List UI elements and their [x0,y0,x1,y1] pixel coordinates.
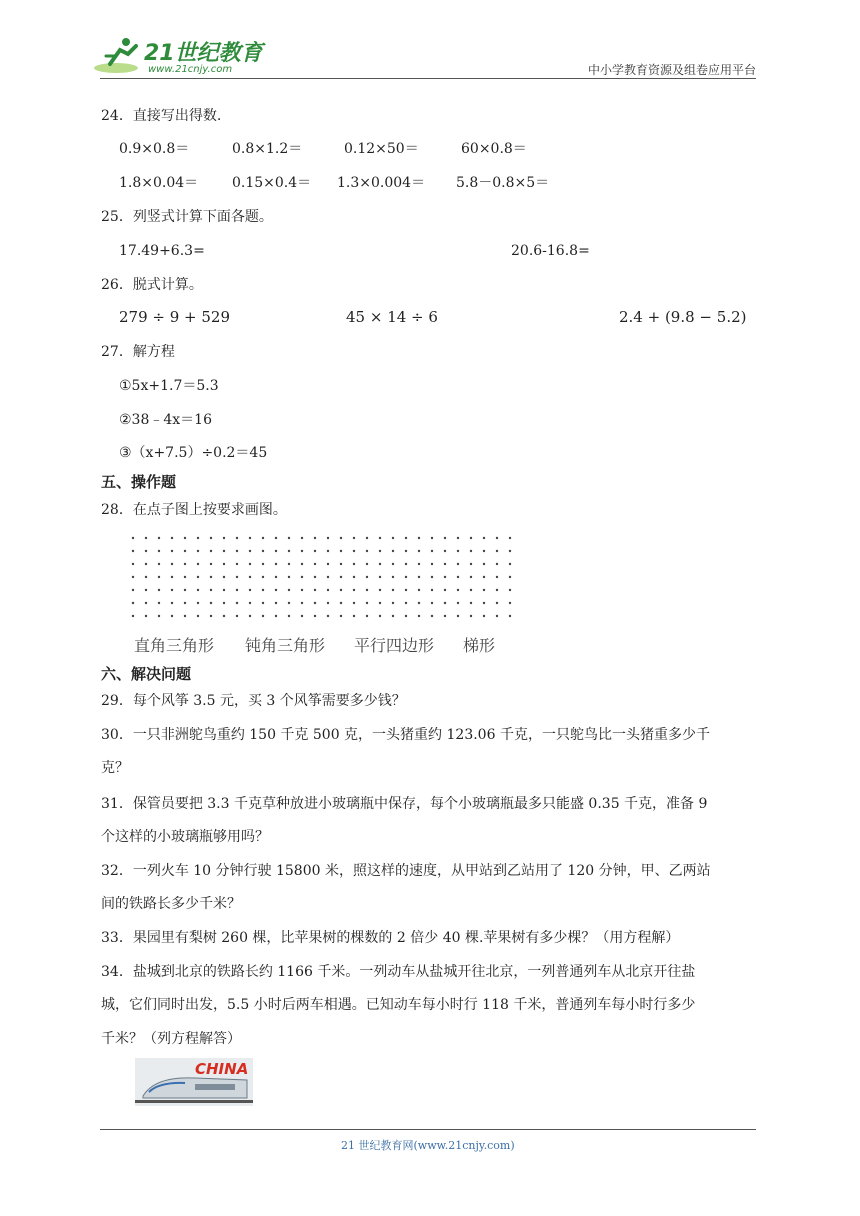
grid-dot [457,576,459,578]
grid-dot [496,563,498,565]
q25-title: 25．列竖式计算下面各题。 [101,209,273,225]
grid-dot [366,589,368,591]
grid-dot [249,589,251,591]
grid-dot [197,576,199,578]
grid-dot [353,589,355,591]
grid-dot [496,576,498,578]
grid-dot [132,602,134,604]
q24-item: 1.3×0.004＝ [337,175,426,191]
grid-dot [431,602,433,604]
grid-dot [405,576,407,578]
grid-dot [327,537,329,539]
q30-text: 30．一只非洲鸵鸟重约 150 千克 500 克，一头猪重约 123.06 千克，一只鸵鸟比一头猪重多少千 [101,727,710,743]
grid-dot [418,615,420,617]
grid-dot [158,576,160,578]
grid-dot [418,576,420,578]
q24-item: 0.9×0.8＝ [119,141,190,157]
grid-dot [249,615,251,617]
grid-dot [353,576,355,578]
grid-dot [470,602,472,604]
grid-dot [483,589,485,591]
grid-dot [392,589,394,591]
grid-dot [210,563,212,565]
grid-dot [145,615,147,617]
grid-dot [184,550,186,552]
grid-dot [470,537,472,539]
grid-dot [444,602,446,604]
grid-dot [496,589,498,591]
dot-grid [128,532,528,622]
grid-dot [288,615,290,617]
grid-dot [496,537,498,539]
grid-dot [340,602,342,604]
grid-dot [132,563,134,565]
grid-dot [249,563,251,565]
grid-dot [184,563,186,565]
grid-dot [457,537,459,539]
grid-dot [223,589,225,591]
grid-dot [431,550,433,552]
grid-dot [366,602,368,604]
grid-dot [171,602,173,604]
grid-dot [210,537,212,539]
grid-dot [314,602,316,604]
grid-dot [314,550,316,552]
grid-dot [327,550,329,552]
grid-dot [223,537,225,539]
q34-text: 千米？（列方程解答） [101,1031,241,1047]
grid-dot [249,602,251,604]
grid-dot [275,563,277,565]
q27-title: 27．解方程 [101,344,175,360]
grid-dot [236,563,238,565]
grid-dot [405,589,407,591]
grid-dot [431,589,433,591]
q26-item: 2.4 + (9.8 − 5.2) [619,308,747,326]
grid-dot [496,615,498,617]
grid-dot [340,589,342,591]
grid-dot [431,576,433,578]
q26-item: 45 × 14 ÷ 6 [346,308,438,326]
grid-dot [457,615,459,617]
q24-item: 0.12×50＝ [344,141,419,157]
grid-dot [210,615,212,617]
grid-dot [158,550,160,552]
grid-dot [353,550,355,552]
grid-dot [236,550,238,552]
grid-dot [470,563,472,565]
grid-dot [392,615,394,617]
q26-item: 279 ÷ 9 + 529 [119,308,231,326]
grid-dot [444,537,446,539]
grid-dot [314,589,316,591]
grid-dot [483,602,485,604]
shape-label: 梯形 [463,636,496,655]
grid-dot [236,537,238,539]
grid-dot [470,589,472,591]
grid-dot [275,550,277,552]
footer-rule [100,1129,756,1130]
grid-dot [496,602,498,604]
grid-dot [223,550,225,552]
grid-dot [171,550,173,552]
grid-dot [444,550,446,552]
grid-dot [236,576,238,578]
q24-item: 5.8－0.8×5＝ [456,175,550,191]
grid-dot [262,537,264,539]
q32-text: 间的铁路长多少千米？ [101,896,241,912]
grid-dot [418,537,420,539]
grid-dot [171,576,173,578]
grid-dot [392,563,394,565]
grid-dot [301,563,303,565]
grid-dot [158,563,160,565]
grid-dot [379,576,381,578]
grid-dot [223,615,225,617]
grid-dot [262,602,264,604]
grid-dot [340,550,342,552]
q24-item: 0.15×0.4＝ [232,175,312,191]
grid-dot [223,602,225,604]
grid-dot [392,550,394,552]
q24-item: 0.8×1.2＝ [232,141,303,157]
grid-dot [197,537,199,539]
grid-dot [457,550,459,552]
section-heading: 五、操作题 [101,473,177,491]
grid-dot [210,576,212,578]
grid-dot [509,602,511,604]
grid-dot [288,602,290,604]
header-right-text: 中小学教育资源及组卷应用平台 [587,63,756,77]
q32-text: 32．一列火车 10 分钟行驶 15800 米，照这样的速度，从甲站到乙站用了 120 分钟，甲、乙两站 [101,863,711,879]
grid-dot [340,615,342,617]
grid-dot [197,589,199,591]
grid-dot [184,602,186,604]
grid-dot [275,537,277,539]
footer-text: 21 世纪教育网(www.21cnjy.com) [341,1139,515,1152]
q30-text: 克？ [101,760,129,776]
q25-item: 17.49+6.3= [119,243,205,259]
grid-dot [171,563,173,565]
grid-dot [314,615,316,617]
grid-dot [210,550,212,552]
grid-dot [431,537,433,539]
grid-dot [158,615,160,617]
grid-dot [275,576,277,578]
grid-dot [158,537,160,539]
grid-dot [431,615,433,617]
grid-dot [249,537,251,539]
grid-dot [483,615,485,617]
grid-dot [301,602,303,604]
grid-dot [171,615,173,617]
grid-dot [132,537,134,539]
grid-dot [379,589,381,591]
grid-dot [366,563,368,565]
section-heading: 六、解决问题 [101,665,192,683]
grid-dot [171,537,173,539]
grid-dot [210,589,212,591]
grid-dot [392,602,394,604]
grid-dot [327,563,329,565]
grid-dot [470,576,472,578]
logo-text: 21世纪教育 [144,41,263,66]
q29-text: 29．每个风筝 3.5 元，买 3 个风筝需要多少钱？ [101,693,406,709]
grid-dot [184,576,186,578]
grid-dot [314,576,316,578]
grid-dot [301,589,303,591]
grid-dot [288,550,290,552]
grid-dot [340,576,342,578]
grid-dot [444,615,446,617]
q24-item: 60×0.8＝ [461,141,527,157]
grid-dot [431,563,433,565]
grid-dot [210,602,212,604]
grid-dot [405,550,407,552]
q24-title: 24．直接写出得数. [101,108,222,124]
grid-dot [197,550,199,552]
grid-dot [288,589,290,591]
grid-dot [379,550,381,552]
grid-dot [418,589,420,591]
grid-dot [184,615,186,617]
grid-dot [327,602,329,604]
grid-dot [509,537,511,539]
grid-dot [483,550,485,552]
grid-dot [249,550,251,552]
q25-item: 20.6-16.8= [511,243,590,259]
grid-dot [405,563,407,565]
grid-dot [197,615,199,617]
shape-label: 直角三角形 [134,636,215,655]
grid-dot [418,602,420,604]
grid-dot [301,576,303,578]
grid-dot [223,563,225,565]
grid-dot [366,550,368,552]
grid-dot [483,537,485,539]
q27-item: ②38﹣4x＝16 [119,412,212,428]
grid-dot [132,576,134,578]
grid-dot [327,589,329,591]
grid-dot [197,602,199,604]
grid-dot [496,550,498,552]
grid-dot [509,563,511,565]
grid-dot [197,563,199,565]
grid-dot [418,550,420,552]
grid-dot [236,615,238,617]
grid-dot [366,615,368,617]
grid-dot [314,563,316,565]
shape-label: 钝角三角形 [245,636,326,655]
grid-dot [470,550,472,552]
grid-dot [379,537,381,539]
grid-dot [145,576,147,578]
grid-dot [379,615,381,617]
grid-dot [353,602,355,604]
grid-dot [262,576,264,578]
grid-dot [314,537,316,539]
grid-dot [444,563,446,565]
grid-dot [340,537,342,539]
grid-dot [392,537,394,539]
grid-dot [483,563,485,565]
grid-dot [405,602,407,604]
grid-dot [249,576,251,578]
grid-dot [353,537,355,539]
grid-dot [275,589,277,591]
q34-text: 城，它们同时出发，5.5 小时后两车相遇。已知动车每小时行 118 千米，普通列车每小时行多少 [101,997,696,1013]
grid-dot [145,589,147,591]
q28-title: 28．在点子图上按要求画图。 [101,502,287,518]
q33-text: 33．果园里有梨树 260 棵，比苹果树的棵数的 2 倍少 40 棵.苹果树有多少棵？（用方程解） [101,930,680,946]
grid-dot [288,537,290,539]
grid-dot [301,537,303,539]
grid-dot [457,602,459,604]
train-image-text: CHINA [195,1060,249,1078]
grid-dot [262,550,264,552]
q24-item: 1.8×0.04＝ [119,175,199,191]
grid-dot [366,576,368,578]
grid-dot [132,615,134,617]
grid-dot [301,550,303,552]
grid-dot [379,563,381,565]
grid-dot [275,615,277,617]
q27-item: ①5x+1.7＝5.3 [119,378,219,394]
grid-dot [457,589,459,591]
grid-dot [262,615,264,617]
grid-dot [366,537,368,539]
grid-dot [392,576,394,578]
grid-dot [236,589,238,591]
grid-dot [405,537,407,539]
grid-dot [353,563,355,565]
grid-dot [301,615,303,617]
q34-text: 34．盐城到北京的铁路长约 1166 千米。一列动车从盐城开往北京，一列普通列车从北京开往盐 [101,964,696,980]
grid-dot [158,602,160,604]
grid-dot [145,537,147,539]
q31-text: 个这样的小玻璃瓶够用吗？ [101,829,269,845]
grid-dot [418,563,420,565]
q26-title: 26．脱式计算。 [101,277,203,293]
grid-dot [509,615,511,617]
grid-dot [288,563,290,565]
logo [92,34,262,78]
grid-dot [327,615,329,617]
grid-dot [132,589,134,591]
grid-dot [262,563,264,565]
grid-dot [184,589,186,591]
grid-dot [132,550,134,552]
q27-item: ③（x+7.5）÷0.2＝45 [119,445,268,461]
grid-dot [509,576,511,578]
train-image [135,1058,253,1106]
grid-dot [340,563,342,565]
grid-dot [171,589,173,591]
grid-dot [223,576,225,578]
grid-dot [379,602,381,604]
grid-dot [470,615,472,617]
grid-dot [145,563,147,565]
grid-dot [483,576,485,578]
grid-dot [145,602,147,604]
grid-dot [275,602,277,604]
q31-text: 31．保管员要把 3.3 千克草种放进小玻璃瓶中保存，每个小玻璃瓶最多只能盛 0.35 千克，准备 9 [101,796,708,812]
grid-dot [262,589,264,591]
shape-label: 平行四边形 [354,636,435,655]
grid-dot [288,576,290,578]
grid-dot [236,602,238,604]
grid-dot [327,576,329,578]
grid-dot [444,589,446,591]
grid-dot [184,537,186,539]
grid-dot [145,550,147,552]
grid-dot [158,589,160,591]
header-rule [100,78,756,79]
logo-url: www.21cnjy.com [148,64,233,75]
grid-dot [353,615,355,617]
grid-dot [405,615,407,617]
grid-dot [457,563,459,565]
grid-dot [509,589,511,591]
grid-dot [444,576,446,578]
grid-dot [509,550,511,552]
